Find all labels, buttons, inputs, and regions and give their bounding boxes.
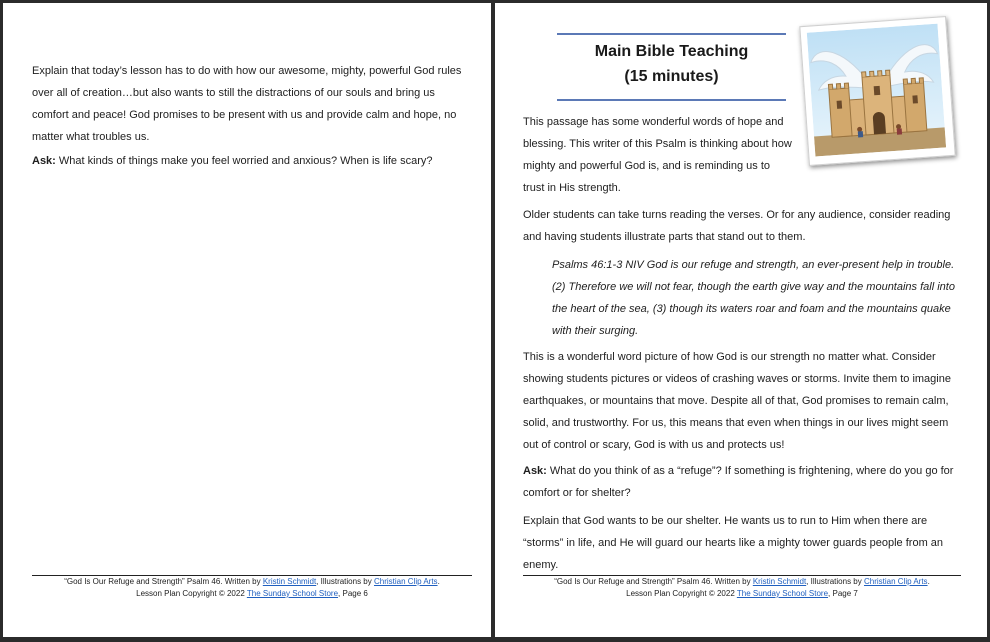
ask-text: What kinds of things make you feel worried and anxious? When is life scary? [55, 155, 433, 167]
intro-paragraph: Explain that today’s lesson has to do with how our awesome, mighty, powerful God rules over all of creation…but also wants to still the distractions of our souls and bring us comfort and peace! God promises to be present with us and provide calm and hope, no matter what troubles us. [32, 65, 462, 143]
ask-label: Ask: [523, 465, 547, 477]
footer-text: Lesson Plan Copyright © 2022 [626, 589, 737, 598]
page-6 [3, 3, 491, 637]
word-picture-paragraph: This is a wonderful word picture of how God is our strength no matter what. Consider showing students pictures or videos of crashing waves or storms. Invite them to imagine earthquakes, or mountains that move. Despite all of that, God promises to remain calm, solid, and trustworthy. For us, this means that even when things in our lives might seem out of control or scary, God is with us and protects us! [523, 351, 951, 451]
footer-text: . [437, 577, 440, 586]
footer-text: , Illustrations by [806, 577, 864, 586]
heading-title: Main Bible Teaching [594, 43, 749, 60]
ask-question [32, 150, 467, 172]
heading-rule-bottom [557, 99, 786, 101]
heading-duration: (15 minutes) [624, 68, 719, 85]
store-link[interactable]: The Sunday School Store [736, 589, 829, 598]
footer-text: “God Is Our Refuge and Strength” Psalm 46. Written by [554, 577, 753, 586]
illustrator-link[interactable]: Christian Clip Arts [863, 577, 928, 586]
reading-instructions: Older students can take turns reading the verses. Or for any audience, consider reading and having students illustrate parts that stand out to them. [523, 209, 951, 243]
store-link[interactable]: The Sunday School Store [246, 589, 339, 598]
shelter-paragraph: Explain that God wants to be our shelter. He wants us to run to Him when there are “storms” in life, and He will guard our hearts like a mighty tower guards people from an enemy. [523, 515, 944, 571]
page-footer [23, 576, 481, 600]
footer-text: , Illustrations by [316, 577, 374, 586]
page-number: , Page 7 [828, 589, 858, 598]
intro-paragraph: This passage has some wonderful words of hope and blessing. This writer of this Psalm is thinking about how mighty and powerful God is, and is reminding us to trust in His strength. [523, 116, 792, 194]
page-number: , Page 6 [338, 589, 368, 598]
author-link[interactable]: Kristin Schmidt [262, 577, 317, 586]
footer-text: . [927, 577, 930, 586]
ask-question [523, 460, 963, 504]
page-footer [513, 576, 971, 600]
footer-text: Lesson Plan Copyright © 2022 [136, 589, 247, 598]
author-link[interactable]: Kristin Schmidt [752, 577, 807, 586]
tower-illustration [799, 16, 955, 166]
footer-text: “God Is Our Refuge and Strength” Psalm 46. Written by [64, 577, 263, 586]
page-7 [495, 3, 987, 637]
section-heading [557, 39, 786, 89]
illustrator-link[interactable]: Christian Clip Arts [373, 577, 438, 586]
ask-label: Ask: [32, 155, 56, 167]
scripture-passage: Psalms 46:1-3 NIV God is our refuge and strength, an ever-present help in trouble. (2) Therefore we will not fear, though the earth give way and the mountains fall into the heart of the sea, (3) though its waters roar and foam and the mountains quake with their surging. [552, 259, 955, 337]
fortress-picture [807, 24, 946, 157]
heading-rule-top [557, 33, 786, 35]
ask-text: What do you think of as a “refuge”? If something is frightening, where do you go for comfort or for shelter? [523, 465, 954, 499]
